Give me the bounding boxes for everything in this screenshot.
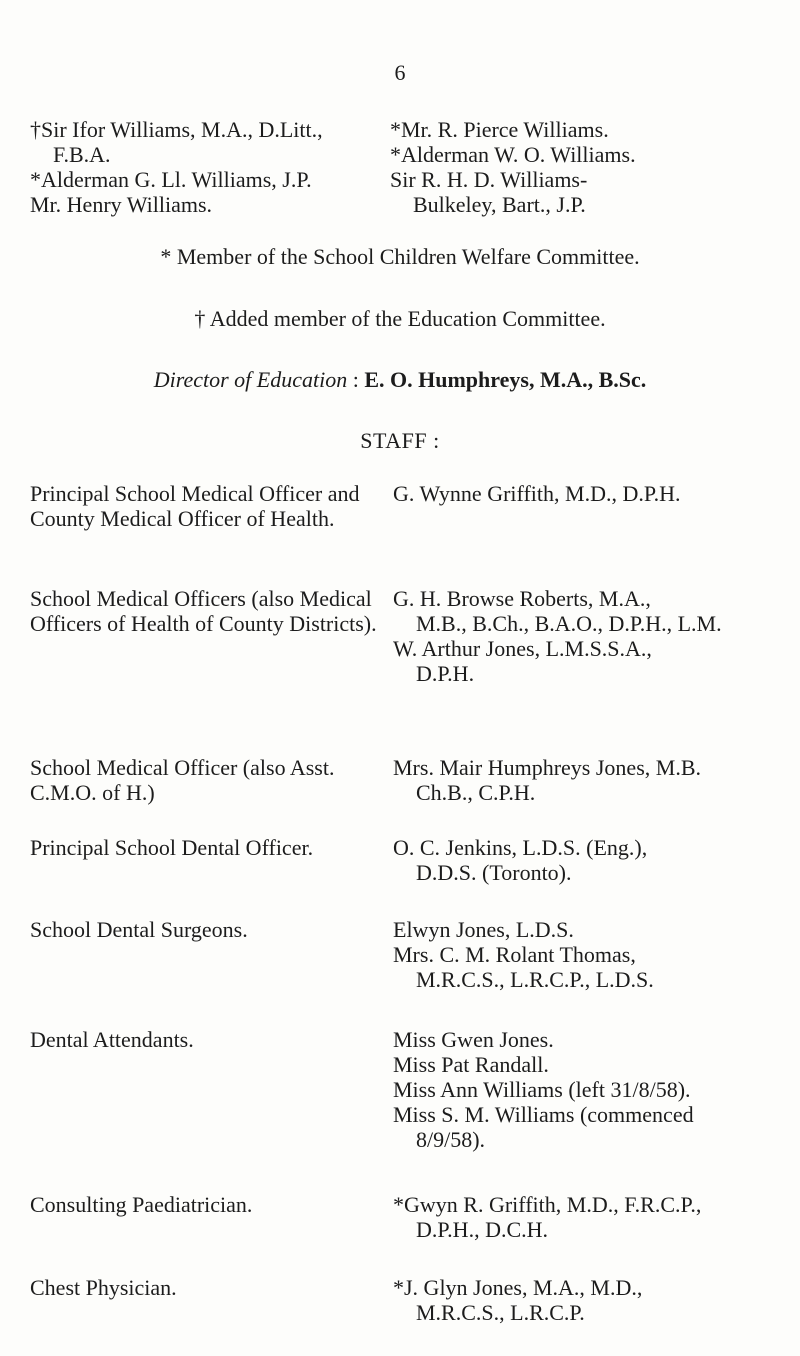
member-entry: Mr. Henry Williams. (30, 192, 213, 217)
staff-role: Principal School Dental Officer. (30, 835, 314, 860)
staff-holder (393, 1275, 782, 1325)
page-number: 6 (394, 60, 406, 85)
staff-holder (393, 1192, 782, 1242)
staff-holders (393, 835, 782, 885)
staff-holder (393, 636, 782, 686)
staff-row (30, 1275, 782, 1325)
staff-holders (393, 1275, 782, 1325)
staff-holder (393, 586, 782, 636)
staff-row (30, 755, 782, 805)
director-separator: : (347, 367, 365, 392)
member-name-continued: F.B.A. (53, 142, 111, 167)
holder-qualifications: M.R.C.S., L.R.C.P. (416, 1300, 585, 1325)
member-name: Sir R. H. D. Williams- (390, 167, 588, 192)
director-of-education (0, 367, 800, 392)
staff-holder (393, 1052, 782, 1077)
staff-holders (393, 1027, 782, 1152)
staff-holder (393, 835, 782, 885)
members-left-column (30, 117, 390, 217)
staff-holder (393, 1102, 782, 1152)
staff-holder (393, 755, 782, 805)
staff-row (30, 917, 782, 992)
staff-role: Dental Attendants. (30, 1027, 194, 1052)
holder-qualifications: Ch.B., C.P.H. (416, 780, 536, 805)
holder-name: *J. Glyn Jones, M.A., M.D., (393, 1275, 643, 1300)
staff-holder (393, 481, 782, 506)
director-name: E. O. Humphreys, M.A., B.Sc. (364, 367, 647, 392)
member-entry: *Mr. R. Pierce Williams. (390, 117, 609, 142)
staff-role: Chest Physician. (30, 1275, 177, 1300)
holder-name: G. Wynne Griffith, M.D., D.P.H. (393, 481, 681, 506)
staff-row (30, 586, 782, 686)
staff-holders (393, 481, 782, 531)
staff-holders (393, 586, 782, 686)
holder-name: G. H. Browse Roberts, M.A., (393, 586, 651, 611)
holder-name: Mrs. Mair Humphreys Jones, M.B. (393, 755, 701, 780)
staff-row (30, 481, 782, 531)
staff-holder (393, 942, 782, 992)
added-member-note: † Added member of the Education Committee. (194, 306, 606, 331)
member-name: †Sir Ifor Williams, M.A., D.Litt., (30, 117, 323, 142)
holder-name: Miss Gwen Jones. (393, 1027, 554, 1052)
staff-holders (393, 1192, 782, 1242)
staff-row (30, 1027, 782, 1152)
holder-qualifications: D.D.S. (Toronto). (416, 860, 572, 885)
holder-name: O. C. Jenkins, L.D.S. (Eng.), (393, 835, 648, 860)
welfare-committee-note: * Member of the School Children Welfare Committee. (160, 244, 640, 269)
director-label: Director of Education (153, 367, 348, 392)
holder-name: Miss S. M. Williams (commenced (393, 1102, 694, 1127)
member-entry (390, 167, 780, 217)
staff-role: Principal School Medical Officer and County Medical Officer of Health. (30, 481, 360, 531)
staff-holder (393, 917, 782, 942)
staff-role: School Dental Surgeons. (30, 917, 248, 942)
staff-heading: STAFF : (360, 428, 440, 453)
staff-role: School Medical Officers (also Medical Officers of Health of County Districts). (30, 586, 377, 636)
staff-holders (393, 917, 782, 992)
holder-name: Elwyn Jones, L.D.S. (393, 917, 574, 942)
staff-holder (393, 1027, 782, 1052)
staff-holders (393, 755, 782, 805)
holder-qualifications: M.B., B.Ch., B.A.O., D.P.H., L.M. (416, 611, 722, 636)
member-entry: *Alderman W. O. Williams. (390, 142, 636, 167)
holder-name: Miss Ann Williams (left 31/8/58). (393, 1077, 691, 1102)
staff-row (30, 1192, 782, 1242)
holder-name: Mrs. C. M. Rolant Thomas, (393, 942, 636, 967)
holder-qualifications: D.P.H., D.C.H. (416, 1217, 549, 1242)
staff-role: School Medical Officer (also Asst. C.M.O. of H.) (30, 755, 335, 805)
holder-name: W. Arthur Jones, L.M.S.S.A., (393, 636, 652, 661)
holder-name: Miss Pat Randall. (393, 1052, 549, 1077)
staff-role: Consulting Paediatrician. (30, 1192, 253, 1217)
member-entry (30, 117, 390, 167)
member-entry: *Alderman G. Ll. Williams, J.P. (30, 167, 312, 192)
holder-qualifications: 8/9/58). (416, 1127, 486, 1152)
staff-row (30, 835, 782, 885)
staff-holder (393, 1077, 782, 1102)
members-right-column (390, 117, 780, 217)
member-name-continued: Bulkeley, Bart., J.P. (413, 192, 586, 217)
holder-qualifications: M.R.C.S., L.R.C.P., L.D.S. (416, 967, 654, 992)
committee-members (30, 117, 780, 217)
holder-qualifications: D.P.H. (416, 661, 475, 686)
holder-name: *Gwyn R. Griffith, M.D., F.R.C.P., (393, 1192, 702, 1217)
